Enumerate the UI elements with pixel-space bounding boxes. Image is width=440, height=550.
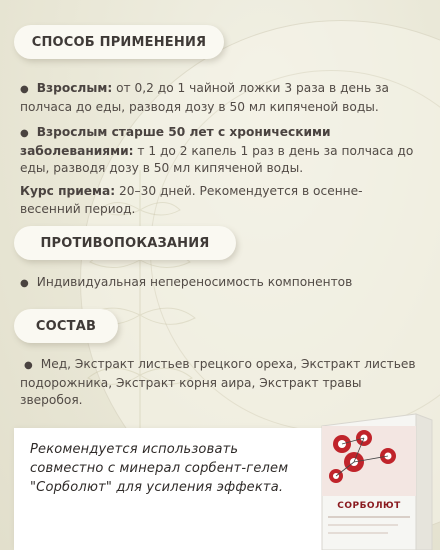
- course-text: 20–30 дней. Рекомендуется в осенне-весенний период.: [20, 184, 363, 216]
- composition-paragraph: [20, 356, 420, 410]
- senior-label: Взрослым старше 50 лет с хроническими заболеваниями:: [20, 125, 331, 158]
- product-name-text: СОРБОЛЮТ: [337, 501, 401, 511]
- usage-adult-paragraph: [20, 80, 420, 116]
- contraindications-heading-label: ПРОТИВОПОКАЗАНИЯ: [40, 235, 210, 251]
- contraindications-heading: [14, 226, 236, 260]
- composition-text: Мед, Экстракт листьев грецкого ореха, Экстракт листьев подорожника, Экстракт корня аира, Экстракт травы зверобоя.: [20, 357, 416, 407]
- bullet-icon: ●: [20, 84, 29, 95]
- bullet-icon: ●: [24, 360, 33, 371]
- bullet-icon: ●: [20, 278, 29, 289]
- composition-heading: [14, 309, 118, 343]
- usage-heading-label: СПОСОБ ПРИМЕНЕНИЯ: [31, 34, 207, 50]
- adult-text: от 0,2 до 1 чайной ложки 3 раза в день за полчаса до еды, разводя дозу в 50 мл кипяченой воды.: [20, 81, 389, 114]
- usage-course-paragraph: [20, 183, 420, 218]
- senior-text: т 1 до 2 капель 1 раз в день за полчаса до еды, разводя дозу в 50 мл кипяченой воды.: [20, 143, 414, 175]
- composition-heading-label: СОСТАВ: [35, 318, 97, 334]
- recommendation-text: Рекомендуется использовать совместно с минерал сорбент-гелем "Сорболют" для усиления эффекта.: [30, 442, 289, 495]
- usage-senior-paragraph: [20, 124, 420, 178]
- course-label: Курс приема:: [20, 184, 116, 198]
- product-package-image: [308, 408, 440, 550]
- bullet-icon: ●: [20, 128, 29, 139]
- usage-heading: [14, 25, 224, 59]
- contraindications-item: [20, 274, 420, 293]
- adult-label: Взрослым:: [36, 81, 113, 95]
- contraindications-text: Индивидуальная непереносимость компонентов: [36, 275, 353, 289]
